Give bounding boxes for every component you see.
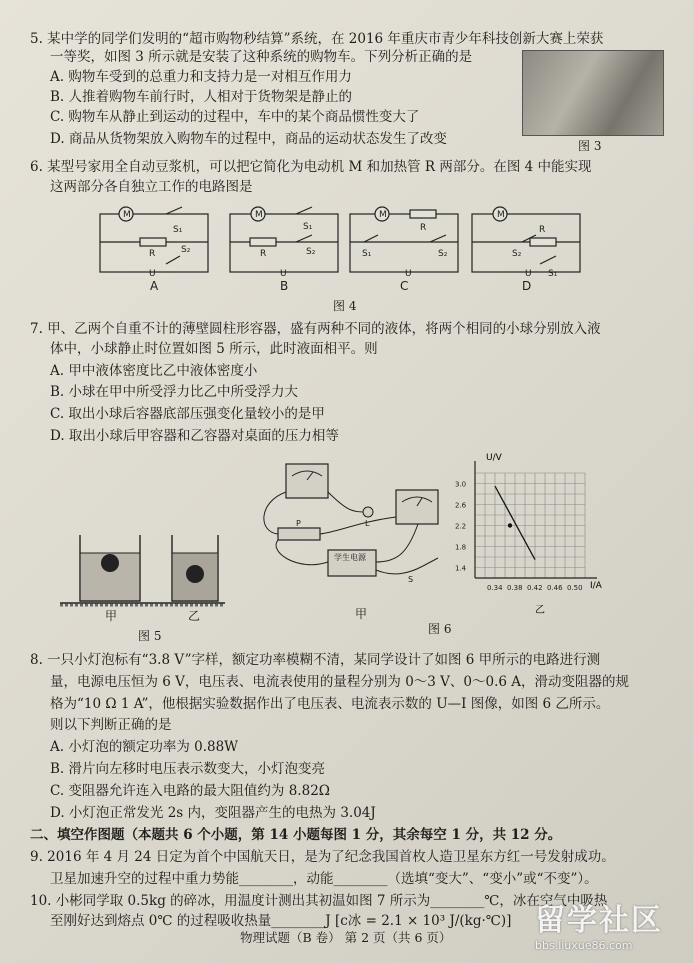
circuit-b-label: B [280,279,289,293]
shopping-cart-photo [522,50,664,136]
fig5-yi: 乙 [188,609,201,623]
q5-option-a: A. 购物车受到的总重力和支持力是一对相互作用力 [50,69,352,85]
figure5-label: 图 5 [138,629,162,643]
x-tick-label: 0.46 [547,584,563,592]
switch-icon [430,235,446,242]
switch-icon [166,256,180,264]
q9-line2: 卫星加速升空的过程中重力势能________，动能________（选填“变大”、“变小”或“不变”）。 [50,871,598,887]
graph-xlabel: I/A [590,581,602,591]
q7-option-d: D. 取出小球后甲容器和乙容器对桌面的压力相等 [50,428,339,444]
circuit-d [472,214,580,272]
fig5-jia: 甲 [105,609,118,623]
resistor-icon [250,238,276,246]
rheostat [278,528,320,540]
resistor-icon [410,210,436,218]
switch-label: S₂ [512,249,522,259]
q8-option-b: B. 滑片向左移时电压表示数变大，小灯泡变亮 [50,761,326,777]
resistor-label: R [539,225,546,235]
y-tick-label: 2.6 [455,501,467,510]
resistor-icon [140,238,166,246]
switch-icon [364,235,378,242]
resistor-label: R [260,249,267,259]
q10-line1: 10. 小彬同学取 0.5kg 的碎冰，用温度计测出其初温如图 7 所示为________℃，冰在空气中吸热 [30,893,608,909]
voltmeter [286,464,328,498]
q7-option-a: A. 甲中液体密度比乙中液体密度小 [50,363,258,379]
switch-label: S₁ [362,249,372,259]
motor-label: M [379,210,387,220]
figure6-ui-graph [440,448,610,618]
circuit-c [350,214,458,272]
switch-label: S₂ [306,247,316,257]
page-footer: 物理试题（B 卷） 第 2 页（共 6 页） [240,930,452,945]
q5-option-c: C. 购物车从静止到运动的过程中，车中的某个商品惯性变大了 [50,109,420,125]
resistor-label: R [149,249,156,259]
q8-option-c: C. 变阻器允许连入电路的最大阻值约为 8.82Ω [50,783,330,799]
q5-option-d: D. 商品从货物架放入购物车的过程中，商品的运动状态发生了改变 [50,131,447,147]
q7-line1: 7. 甲、乙两个自重不计的薄壁圆柱形容器，盛有两种不同的液体，将两个相同的小球分别放入液 [30,321,601,337]
q5-line1: 5. 某中学的同学们发明的“超市购物秒结算”系统，在 2016 年重庆市青少年科技创新大赛上荣获 [30,31,604,47]
q6-line2: 这两部分各自独立工作的电路图是 [50,179,253,195]
circuit-c-label: C [400,279,409,293]
switch-icon [296,207,312,214]
x-tick-label: 0.34 [487,584,503,592]
y-tick-label: 1.8 [455,543,467,552]
figure6-label: 图 6 [428,622,452,636]
q8-option-d: D. 小灯泡正常发光 2s 内，变阻器产生的电热为 3.04J [50,805,376,821]
switch-label: S₁ [173,225,183,235]
q7-line2: 体中，小球静止时位置如图 5 所示，此时液面相平。则 [50,341,378,357]
switch-icon [540,256,556,264]
figure3-label: 图 3 [578,139,602,153]
circuit-b [230,214,338,272]
x-tick-label: 0.42 [527,584,543,592]
q7-option-b: B. 小球在甲中所受浮力比乙中所受浮力大 [50,384,299,400]
lamp-label: L [365,519,370,528]
circuit-d-label: D [522,279,532,293]
switch-label: S₁ [548,269,558,279]
motor-label: M [123,210,131,220]
source-label: U [280,269,287,279]
q10-line2: 至刚好达到熔点 0℃ 的过程吸收热量________J [c冰 = 2.1 × 10³ J/(kg·℃)] [50,913,512,929]
watermark-brand: 留学社区 [535,903,663,938]
fig6-jia: 甲 [355,607,368,621]
source-label: U [525,269,532,279]
watermark-logo [535,895,663,952]
figure4-label: 图 4 [333,299,357,313]
q6-line1: 6. 某型号家用全自动豆浆机，可以把它简化为电动机 M 和加热管 R 两部分。在图 4 中能实现 [30,159,592,175]
switch-icon [166,207,182,214]
switch-label: S₁ [303,222,313,232]
switch-icon [296,235,312,242]
switch-label: S [408,575,414,584]
q9-line1: 9. 2016 年 4 月 24 日定为首个中国航天日，是为了纪念我国首枚人造卫星东方红一号发射成功。 [30,849,615,865]
slider-label: P [296,519,301,528]
power-label: 学生电源 [334,553,366,562]
figure4-circuits [0,198,693,310]
q5-line2: 一等奖，如图 3 所示就是安装了这种系统的购物车。下列分析正确的是 [50,49,473,65]
watermark-url: bbs.liuxue86.com [535,939,633,952]
q8-line2: 量，电源电压恒为 6 V，电压表、电流表使用的量程分别为 0～3 V、0～0.6 A，滑动变阻器的规 [50,674,630,690]
x-tick-label: 0.38 [507,584,523,592]
ball-jia [101,554,119,572]
resistor-icon [530,238,556,246]
y-tick-label: 1.4 [455,564,467,573]
fig6-yi: 乙 [535,605,545,616]
graph-ylabel: U/V [486,453,502,463]
q7-option-c: C. 取出小球后容器底部压强变化量较小的是甲 [50,406,325,422]
motor-label: M [255,210,263,220]
resistor-label: R [420,223,427,233]
x-tick-label: 0.50 [567,584,583,592]
figure5-containers [60,525,230,625]
circuit-a-label: A [150,279,159,293]
ball-yi [186,565,204,583]
y-tick-label: 2.2 [455,522,467,531]
q8-option-a: A. 小灯泡的额定功率为 0.88W [50,739,239,755]
motor-label: M [497,210,505,220]
source-label: U [405,269,412,279]
switch-label: S₂ [181,245,191,255]
switch-label: S₂ [438,249,448,259]
source-label: U [149,269,156,279]
section2-heading: 二、填空作图题（本题共 6 个小题，第 14 小题每图 1 分，其余每空 1 分，共 12 分。 [30,827,562,843]
y-tick-label: 3.0 [455,480,467,489]
data-point [508,523,512,527]
figure6-apparatus [258,462,448,602]
q8-line3: 格为“10 Ω 1 A”，他根据实验数据作出了电压表、电流表示数的 U—I 图像，如图 6 乙所示。 [50,696,610,712]
q8-line1: 8. 一只小灯泡标有“3.8 V”字样，额定功率模糊不清，某同学设计了如图 6 甲所示的电路进行测 [30,652,601,668]
ammeter [396,490,438,524]
q5-option-b: B. 人推着购物车前行时，人相对于货物架是静止的 [50,89,353,105]
q8-line4: 则以下判断正确的是 [50,717,172,733]
